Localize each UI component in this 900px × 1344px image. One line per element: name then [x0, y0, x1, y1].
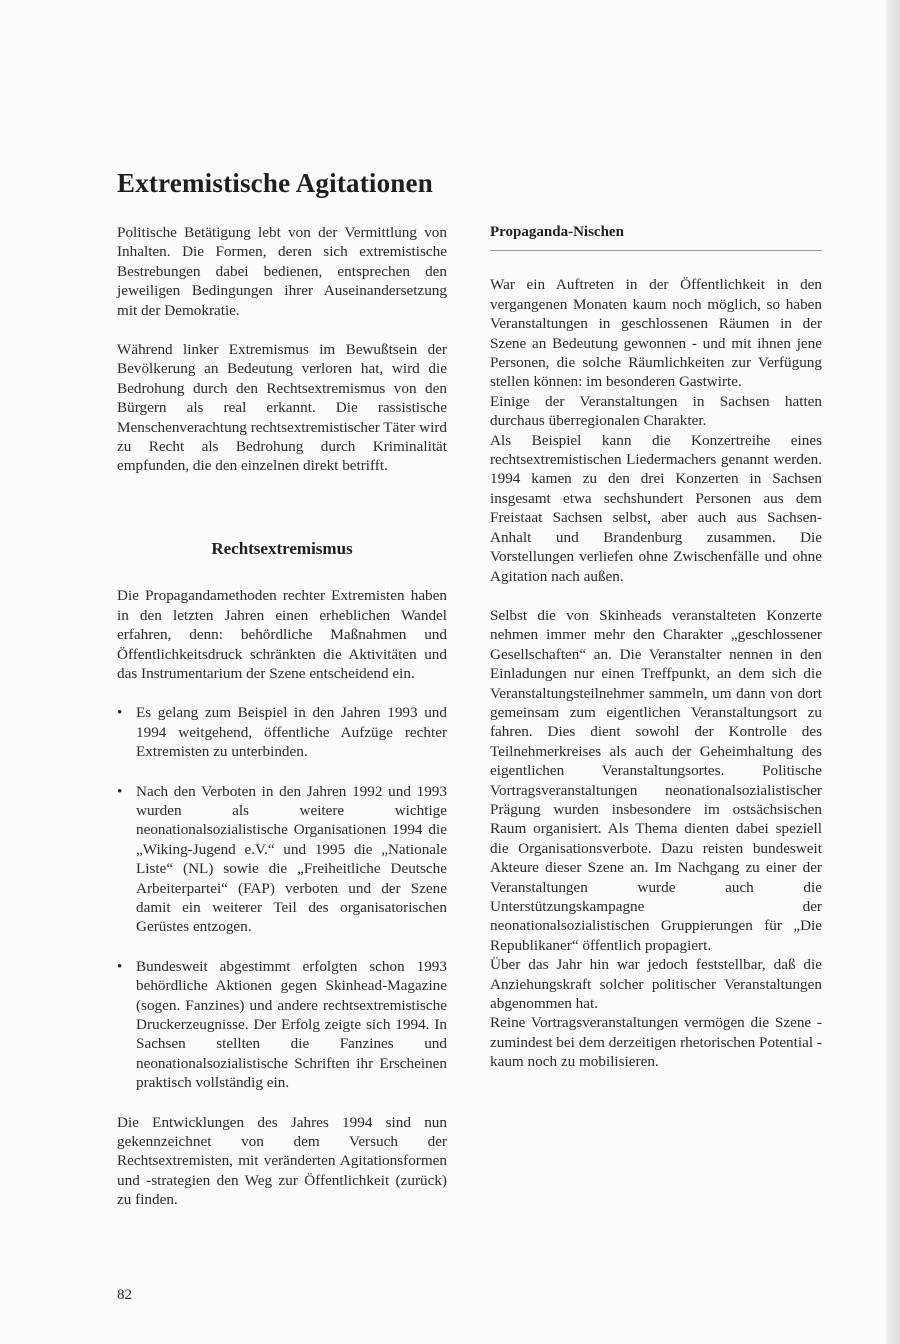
list-item [117, 703, 447, 761]
sidebar-heading: Propaganda-Nischen [490, 223, 822, 251]
bullet-icon: • [117, 782, 123, 800]
intro-paragraph: Politische Betätigung lebt von der Vermittlung von Inhalten. Die Formen, deren sich extremistische Bestrebungen dabei bedienen, entsprechen den jeweiligen Bedingungen ihrer Auseinandersetzung mit der Demokratie. [117, 224, 447, 319]
list-item [117, 957, 447, 1093]
sidebar-paragraph: Reine Vortragsveranstaltungen vermögen die Szene - zumindest bei dem derzeitigen rhetorischen Potential - kaum noch zu mobilisieren. [490, 1014, 822, 1071]
left-column [117, 223, 447, 1210]
page-title: Extremistische Agitationen [117, 168, 433, 198]
sidebar-paragraph: War ein Auftreten in der Öffentlichkeit in den vergangenen Monaten kaum noch möglich, so haben Veranstaltungen in geschlossenen Räumen in der Szene an Bedeutung gewonnen - und mit ihnen jene Personen, die solche Räumlichkeiten zur Verfügung stellen können: im besonderen Gastwirte. [490, 276, 822, 391]
bullet-list [117, 703, 447, 1092]
page-number: 82 [117, 1287, 132, 1303]
page-edge [886, 0, 900, 1344]
intro-paragraph: Während linker Extremismus im Bewußtsein der Bevölkerung an Bedeutung verloren hat, wird die Bedrohung durch den Rechtsextremismus von den Bürgern als real erkannt. Die rassistische Menschenverachtung rechtsextremistischer Täter wird zu Recht als Bedrohung durch Kriminalität empfunden, die den einzelnen direkt betrifft. [117, 341, 447, 475]
sidebar-paragraph: Selbst die von Skinheads veranstalteten Konzerte nehmen immer mehr den Charakter „geschlossener Gesellschaften“ an. Die Veranstalter nennen in den Einladungen nur einen Treffpunkt, an dem sich die Veranstaltungsteilnehmer sammeln, um dann von dort gemeinsam zum eigentlichen Veranstaltungsort zu fahren. Dies dient sowohl der Kontrolle des Teilnehmerkreises als auch der Geheimhaltung des eigentlichen Veranstaltungsortes. Politische Vortragsveranstaltungen neonationalsozialistischer Prägung wurden insbesondere im ostsächsischen Raum organisiert. Als Thema dienten dabei speziell die Organisationsverbote. Dazu reisten bundesweit Akteure dieser Szene an. Im Nachgang zu einer der Veranstaltungen wurde auch die Unterstützungskampagne der neonationalsozialistischen Gruppierungen für „Die Republikaner“ öffentlich propagiert. [490, 606, 822, 954]
section-paragraph: Die Propagandamethoden rechter Extremisten haben in den letzten Jahren einen erheblichen Wandel erfahren, denn: behördliche Maßnahmen und Öffentlichkeitsdruck schränkten die Aktivitäten und das Instrumentarium der Szene entscheidend ein. [117, 587, 447, 682]
sidebar-paragraph: Als Beispiel kann die Konzertreihe eines rechtsextremistischen Liedermachers genannt werden. 1994 kamen zu den drei Konzerten in Sachsen insgesamt etwa sechshundert Personen aus dem Freistaat Sachsen selbst, aber auch aus Sachsen-Anhalt und Brandenburg zusammen. Die Vorstellungen verliefen ohne Zwischenfälle und ohne Agitation nach außen. [490, 431, 822, 585]
sidebar-paragraph: Einige der Veranstaltungen in Sachsen hatten durchaus überregionalen Charakter. [490, 392, 822, 430]
list-item [117, 782, 447, 937]
bullet-text: Es gelang zum Beispiel in den Jahren 1993 und 1994 weitgehend, öffentliche Aufzüge rechter Extremisten zu unterbinden. [136, 704, 447, 761]
bullet-text: Bundesweit abgestimmt erfolgten schon 1993 behördliche Aktionen gegen Skinhead-Magazine (sogen. Fanzines) und andere rechtsextremistische Druckerzeugnisse. Der Erfolg zeigte sich 1994. In Sachsen stellten die Fanzines und neonationalsozialistische Schriften ihr Erscheinen praktisch vollständig ein. [136, 957, 447, 1092]
sidebar-paragraph: Über das Jahr hin war jedoch feststellbar, daß die Anziehungskraft solcher politischer Veranstaltungen abgenommen hat. [490, 956, 822, 1013]
right-column [490, 223, 822, 1072]
bullet-icon: • [117, 957, 123, 975]
section-heading: Rechtsextremismus [211, 538, 353, 558]
bullet-text: Nach den Verboten in den Jahren 1992 und 1993 wurden als weitere wichtige neonationalsozialistische Organisationen 1994 die „Wiking-Jugend e.V.“ und 1995 die „Nationale Liste“ (NL) sowie die „Freiheitliche Deutsche Arbeiterpartei“ (FAP) verboten und der Szene damit ein weiterer Teil des organisatorischen Gerüstes entzogen. [136, 782, 447, 936]
closing-paragraph: Die Entwicklungen des Jahres 1994 sind nun gekennzeichnet von dem Versuch der Rechtsextremisten, mit veränderten Agitationsformen und -strategien den Weg zur Öffentlichkeit (zurück) zu finden. [117, 1113, 447, 1209]
bullet-icon: • [117, 704, 123, 722]
